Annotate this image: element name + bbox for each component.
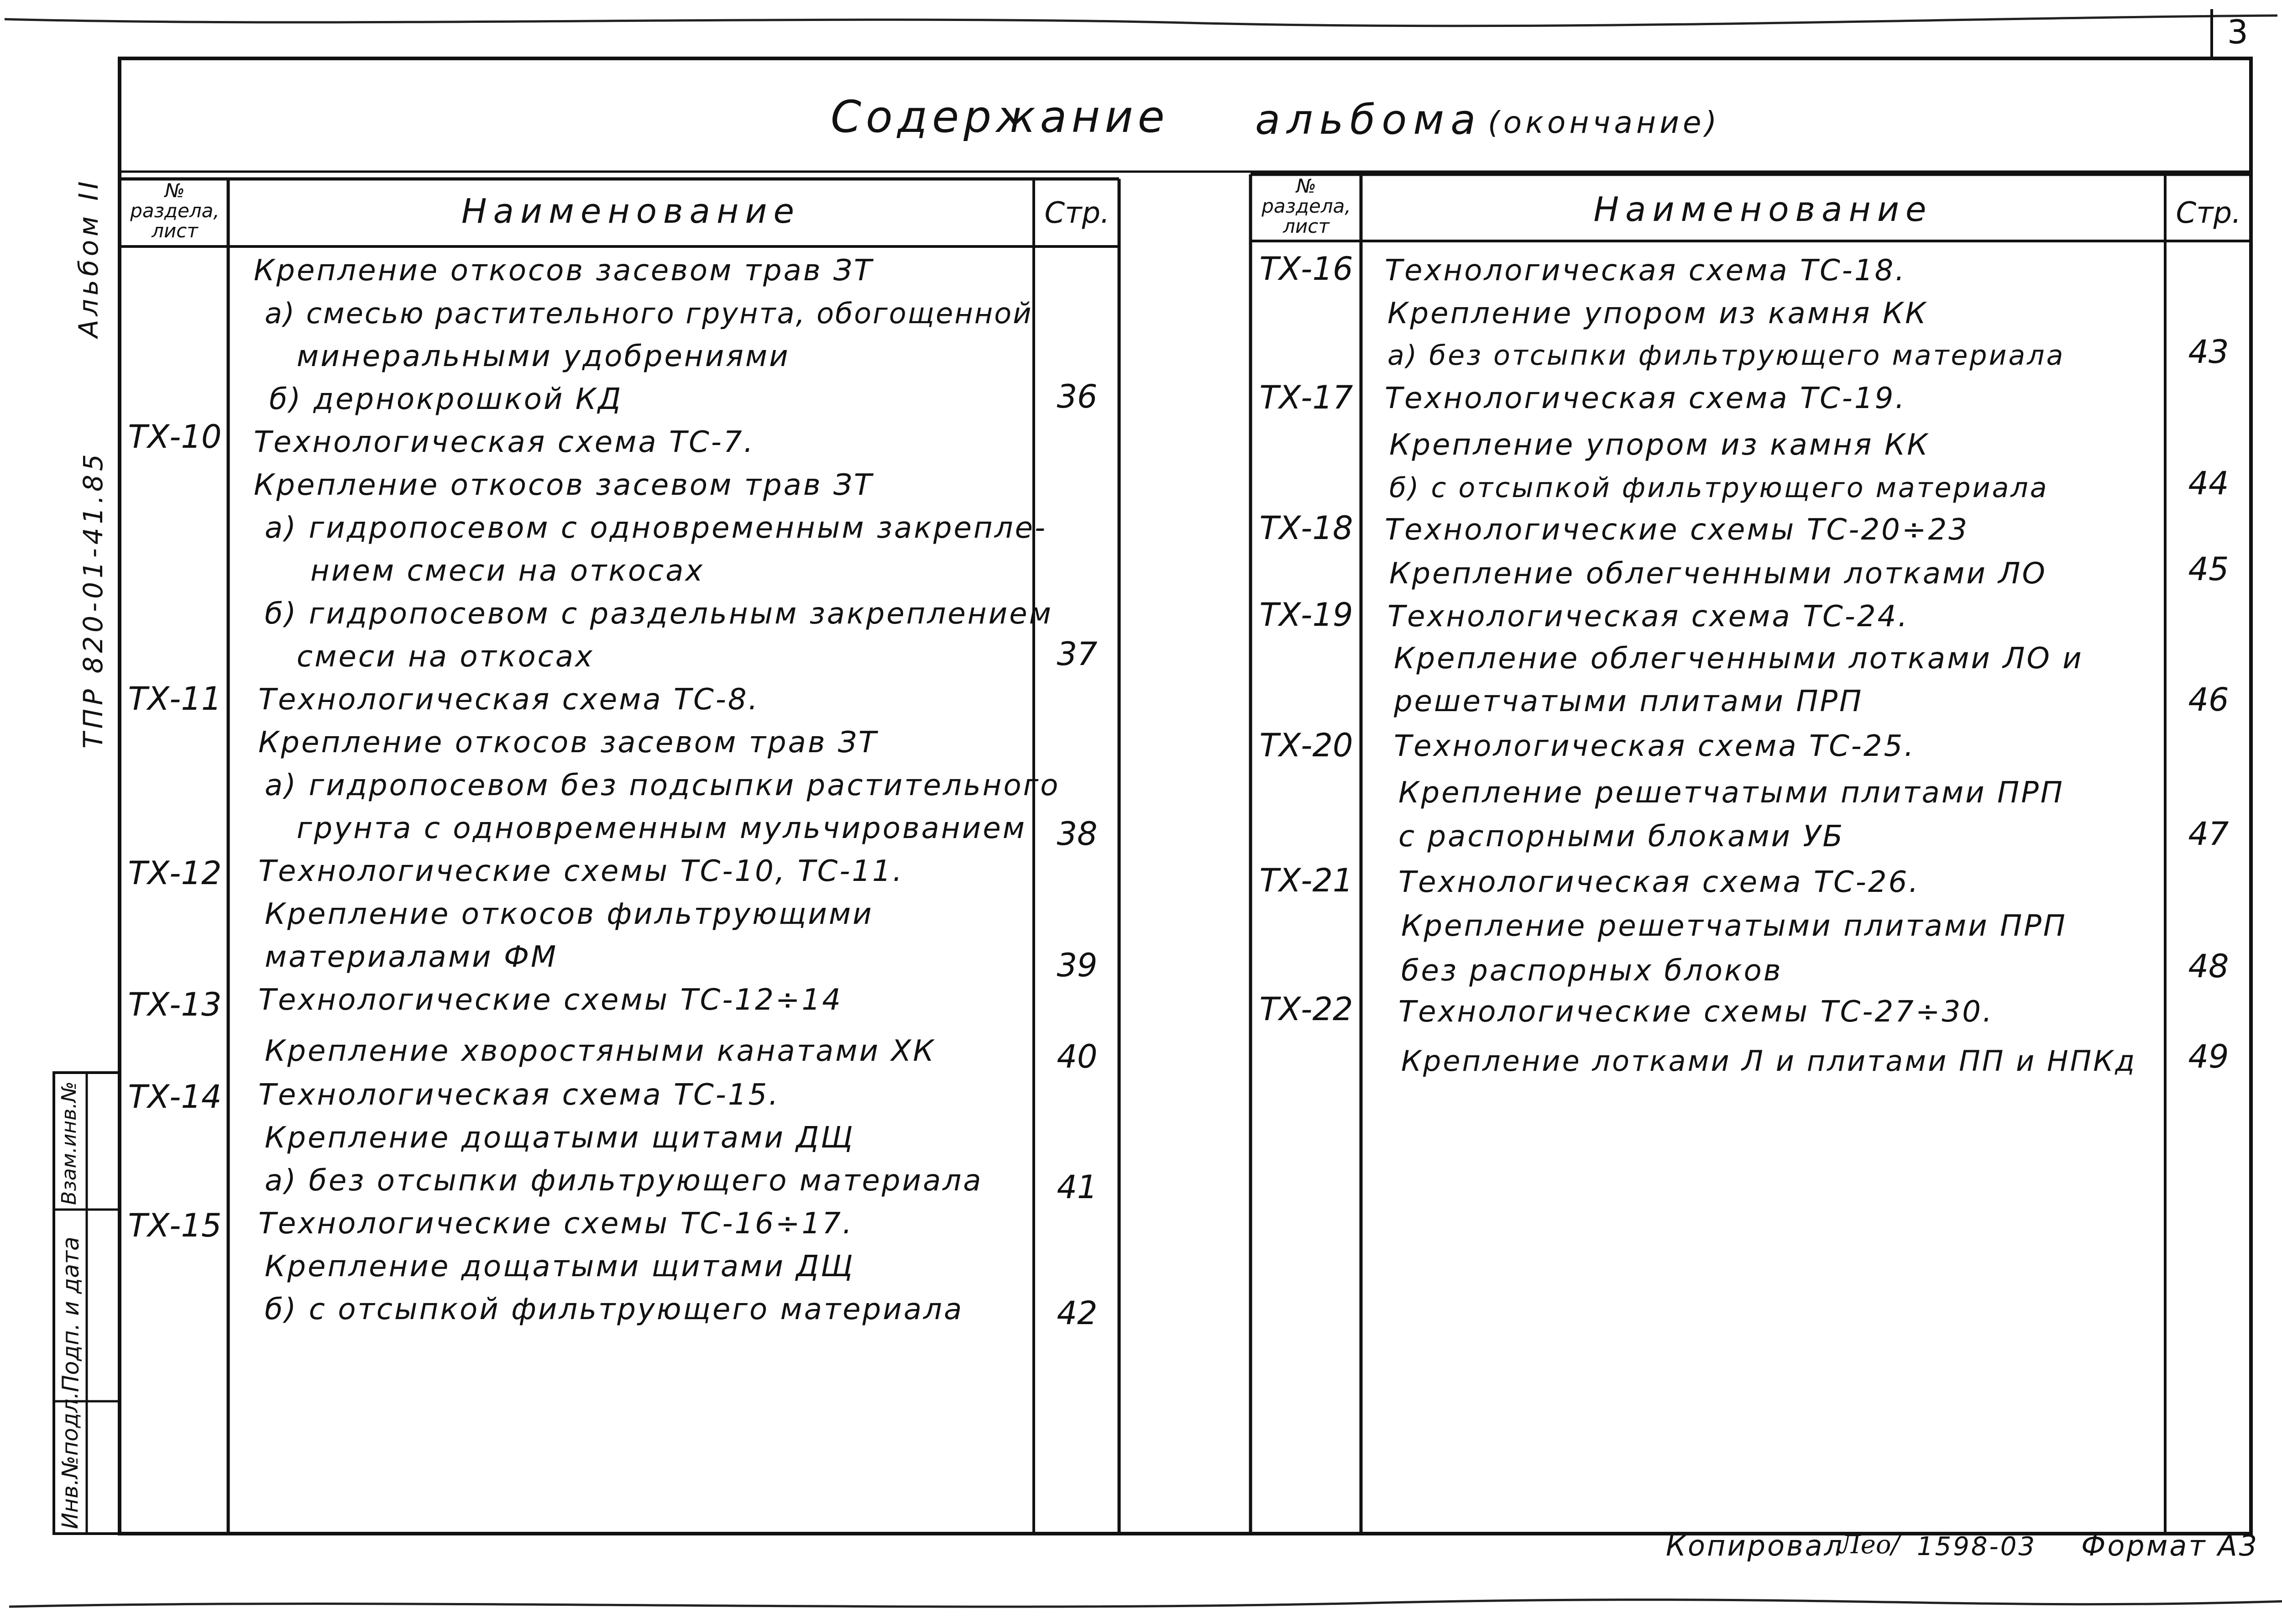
left-page-number: 37 bbox=[1057, 635, 1098, 673]
left-section-code: ТХ-10 bbox=[128, 418, 222, 456]
left-row: Крепление откосов засевом трав ЗТ bbox=[254, 254, 874, 288]
right-section-code: ТХ-18 bbox=[1259, 509, 1353, 547]
left-page-number: 36 bbox=[1057, 378, 1098, 415]
right-section-code: ТХ-17 bbox=[1259, 379, 1353, 416]
right-page-number: 49 bbox=[2188, 1038, 2229, 1075]
left-page-number: 42 bbox=[1057, 1294, 1098, 1332]
right-row: Крепление облегченными лотками ЛО bbox=[1389, 557, 2047, 591]
footer-copied: Копировал bbox=[1666, 1529, 1844, 1562]
left-row: Крепление дощатыми щитами ДЩ bbox=[265, 1250, 855, 1283]
right-header-page: Стр. bbox=[2176, 196, 2241, 230]
left-header-page: Стр. bbox=[1044, 196, 1110, 230]
left-row: Технологическая схема ТС-15. bbox=[258, 1078, 780, 1112]
right-header-name: Наименование bbox=[1593, 190, 1933, 229]
right-row: Крепление лотками Л и плитами ПП и НПКд bbox=[1401, 1044, 2137, 1078]
left-row: Крепление откосов фильтрующими bbox=[265, 897, 874, 931]
right-header-section: № раздела, лист bbox=[1261, 175, 1351, 237]
right-row: а) без отсыпки фильтрующего материала bbox=[1387, 340, 2065, 372]
title-left: Содержание bbox=[831, 91, 1169, 142]
footer-number: 1598-03 bbox=[1917, 1532, 2036, 1561]
left-section-code: ТХ-12 bbox=[128, 854, 222, 892]
right-row: Крепление упором из камня КК bbox=[1387, 297, 1928, 330]
left-row: Крепление откосов засевом трав ЗТ bbox=[258, 726, 878, 760]
right-row: Технологическая схема ТС-24. bbox=[1387, 600, 1909, 634]
right-row: б) с отсыпкой фильтрующего материала bbox=[1389, 472, 2049, 504]
right-row: Технологическая схема ТС-18. bbox=[1385, 254, 1906, 288]
left-page-number: 39 bbox=[1057, 947, 1098, 984]
left-row: минеральными удобрениями bbox=[297, 340, 790, 373]
left-row: Технологическая схема ТС-7. bbox=[254, 425, 755, 459]
left-section-code: ТХ-15 bbox=[128, 1207, 222, 1244]
right-row: Крепление решетчатыми плитами ПРП bbox=[1398, 776, 2064, 810]
title-suffix: (окончание) bbox=[1488, 105, 1721, 140]
left-row: материалами ФМ bbox=[265, 940, 558, 974]
right-row: Крепление облегченными лотками ЛО и bbox=[1394, 642, 2083, 676]
title-right: альбома bbox=[1255, 96, 1482, 144]
right-row: решетчатыми плитами ПРП bbox=[1394, 685, 1863, 718]
right-page-number: 47 bbox=[2188, 815, 2229, 853]
left-page-number: 38 bbox=[1057, 815, 1098, 853]
page-number: 3 bbox=[2227, 13, 2248, 51]
right-row: без распорных блоков bbox=[1401, 954, 1783, 988]
left-header-name: Наименование bbox=[461, 192, 801, 231]
left-row: а) смесью растительного грунта, обогощенной bbox=[265, 297, 1033, 330]
right-row: с распорными блоками УБ bbox=[1398, 820, 1845, 854]
left-row: Технологическая схема ТС-8. bbox=[258, 683, 759, 717]
left-row: Технологические схемы ТС-16÷17. bbox=[258, 1207, 854, 1241]
right-page-number: 46 bbox=[2188, 681, 2229, 718]
right-page-number: 48 bbox=[2188, 948, 2229, 985]
stamp-sign-date: Подп. и дата bbox=[58, 1236, 84, 1392]
right-row: Технологические схемы ТС-20÷23 bbox=[1385, 513, 1969, 547]
left-row: Крепление откосов засевом трав ЗТ bbox=[254, 468, 874, 502]
document-code: ТПР 820-01-41.85 bbox=[78, 451, 109, 749]
left-section-code: ТХ-13 bbox=[128, 986, 222, 1023]
left-header-section: № раздела, лист bbox=[130, 179, 220, 242]
left-row: Крепление хворостяными канатами ХК bbox=[265, 1034, 936, 1068]
footer-signature: Лео/ bbox=[1839, 1530, 1900, 1560]
left-row: б) с отсыпкой фильтрующего материала bbox=[265, 1293, 964, 1326]
right-page-number: 45 bbox=[2188, 550, 2229, 588]
left-page-number: 41 bbox=[1057, 1168, 1098, 1206]
right-row: Технологические схемы ТС-27÷30. bbox=[1398, 995, 1994, 1029]
left-section-code: ТХ-11 bbox=[128, 680, 222, 718]
album-label: Альбом II bbox=[73, 178, 104, 338]
left-page-number: 40 bbox=[1057, 1038, 1098, 1075]
right-row: Технологическая схема ТС-26. bbox=[1398, 865, 1920, 899]
stamp-inv-vzam: Взам.инв.№ bbox=[58, 1081, 81, 1205]
left-row: нием смеси на откосах bbox=[310, 554, 705, 588]
left-row: Крепление дощатыми щитами ДЩ bbox=[265, 1121, 855, 1155]
left-row: грунта с одновременным мульчированием bbox=[297, 812, 1026, 845]
left-row: б) дернокрошкой КД bbox=[269, 382, 623, 416]
left-row: а) гидропосевом с одновременным закрепле- bbox=[265, 511, 1047, 545]
stamp-inv-podl: Инв.№подл. bbox=[58, 1392, 83, 1529]
right-page-number: 44 bbox=[2188, 465, 2229, 502]
left-row: смеси на откосах bbox=[297, 640, 594, 674]
right-row: Крепление упором из камня КК bbox=[1389, 428, 1930, 462]
right-section-code: ТХ-21 bbox=[1259, 862, 1353, 899]
footer-format: Формат А3 bbox=[2081, 1529, 2259, 1562]
left-row: Технологические схемы ТС-12÷14 bbox=[258, 983, 843, 1017]
right-section-code: ТХ-20 bbox=[1259, 727, 1353, 764]
right-section-code: ТХ-16 bbox=[1259, 250, 1353, 288]
left-row: Технологические схемы ТС-10, ТС-11. bbox=[258, 854, 904, 888]
right-section-code: ТХ-22 bbox=[1259, 990, 1353, 1028]
left-section-code: ТХ-14 bbox=[128, 1078, 222, 1116]
right-row: Технологическая схема ТС-19. bbox=[1385, 382, 1906, 415]
right-page-number: 43 bbox=[2188, 333, 2229, 371]
left-row: а) гидропосевом без подсыпки растительного bbox=[265, 769, 1060, 802]
right-row: Технологическая схема ТС-25. bbox=[1394, 729, 1916, 763]
left-row: а) без отсыпки фильтрующего материала bbox=[265, 1164, 983, 1198]
left-row: б) гидропосевом с раздельным закреплением bbox=[265, 597, 1053, 631]
right-section-code: ТХ-19 bbox=[1259, 596, 1353, 634]
right-row: Крепление решетчатыми плитами ПРП bbox=[1401, 909, 2067, 943]
